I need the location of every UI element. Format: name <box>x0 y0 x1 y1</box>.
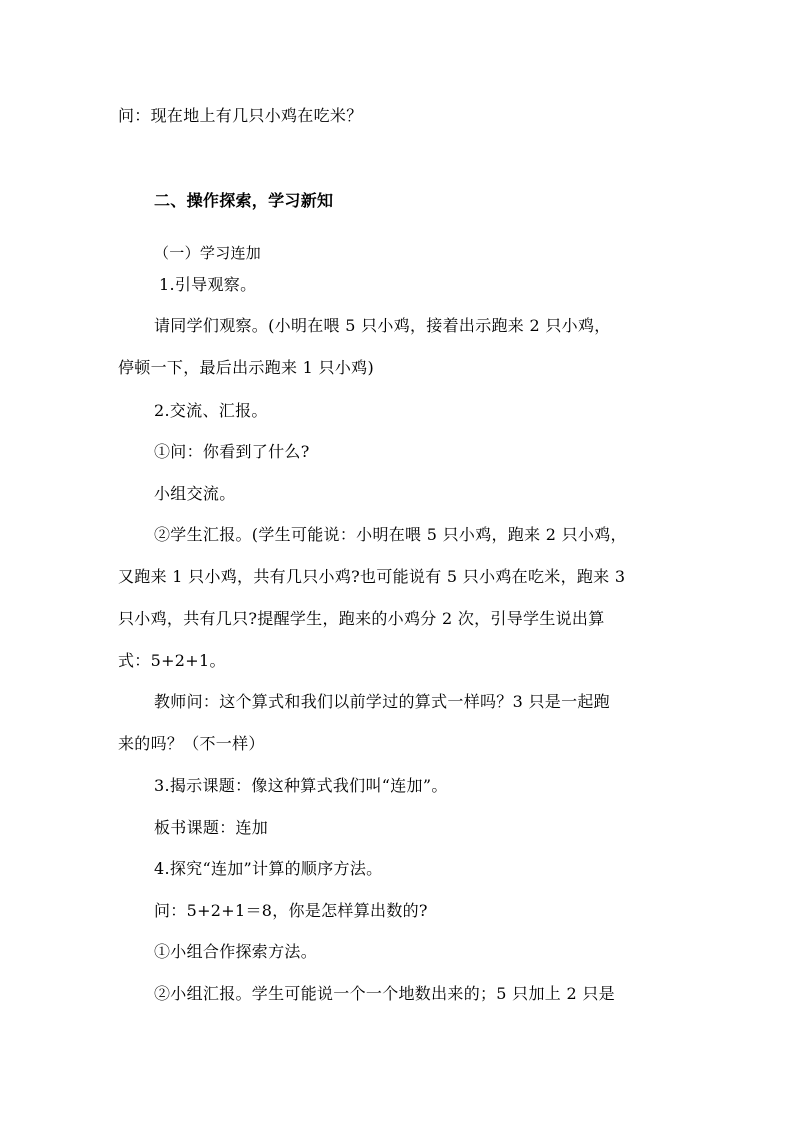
section-heading: 二、操作探索，学习新知 <box>154 191 334 210</box>
paragraph-line: ①问：你看到了什么? <box>154 442 310 461</box>
paragraph-line: 教师问：这个算式和我们以前学过的算式一样吗？3 只是一起跑 <box>154 692 610 711</box>
paragraph-line: ②小组汇报。学生可能说一个一个地数出来的；5 只加上 2 只是 <box>154 984 615 1003</box>
paragraph-line: 又跑来 1 只小鸡，共有几只小鸡?也可能说有 5 只小鸡在吃米，跑来 3 <box>118 567 626 586</box>
step-heading-2: 2.交流、汇报。 <box>154 401 268 420</box>
paragraph-line: 小组交流。 <box>154 484 236 503</box>
paragraph-line: 式：5+2+1。 <box>118 651 226 670</box>
subsection-heading: （一）学习连加 <box>154 244 262 262</box>
paragraph-line: ②学生汇报。(学生可能说：小明在喂 5 只小鸡，跑来 2 只小鸡， <box>154 525 627 544</box>
step-heading-1: 1.引导观察。 <box>159 275 257 294</box>
paragraph-line: 问：5+2+1＝8，你是怎样算出数的? <box>154 901 428 920</box>
paragraph-line: ①小组合作探索方法。 <box>154 942 318 961</box>
paragraph-line: 请同学们观察。(小明在喂 5 只小鸡，接着出示跑来 2 只小鸡， <box>154 316 611 335</box>
step-heading-3: 3.揭示课题：像这种算式我们叫“连加”。 <box>154 776 448 795</box>
paragraph-line: 停顿一下，最后出示跑来 1 只小鸡) <box>118 358 374 377</box>
question-line: 问：现在地上有几只小鸡在吃米？ <box>118 106 363 125</box>
paragraph-line: 板书课题：连加 <box>154 818 269 837</box>
paragraph-line: 只小鸡，共有几只?提醒学生，跑来的小鸡分 2 次，引导学生说出算 <box>118 609 605 628</box>
step-heading-4: 4.探究“连加”计算的顺序方法。 <box>154 859 383 878</box>
paragraph-line: 来的吗？（不一样） <box>118 734 265 753</box>
